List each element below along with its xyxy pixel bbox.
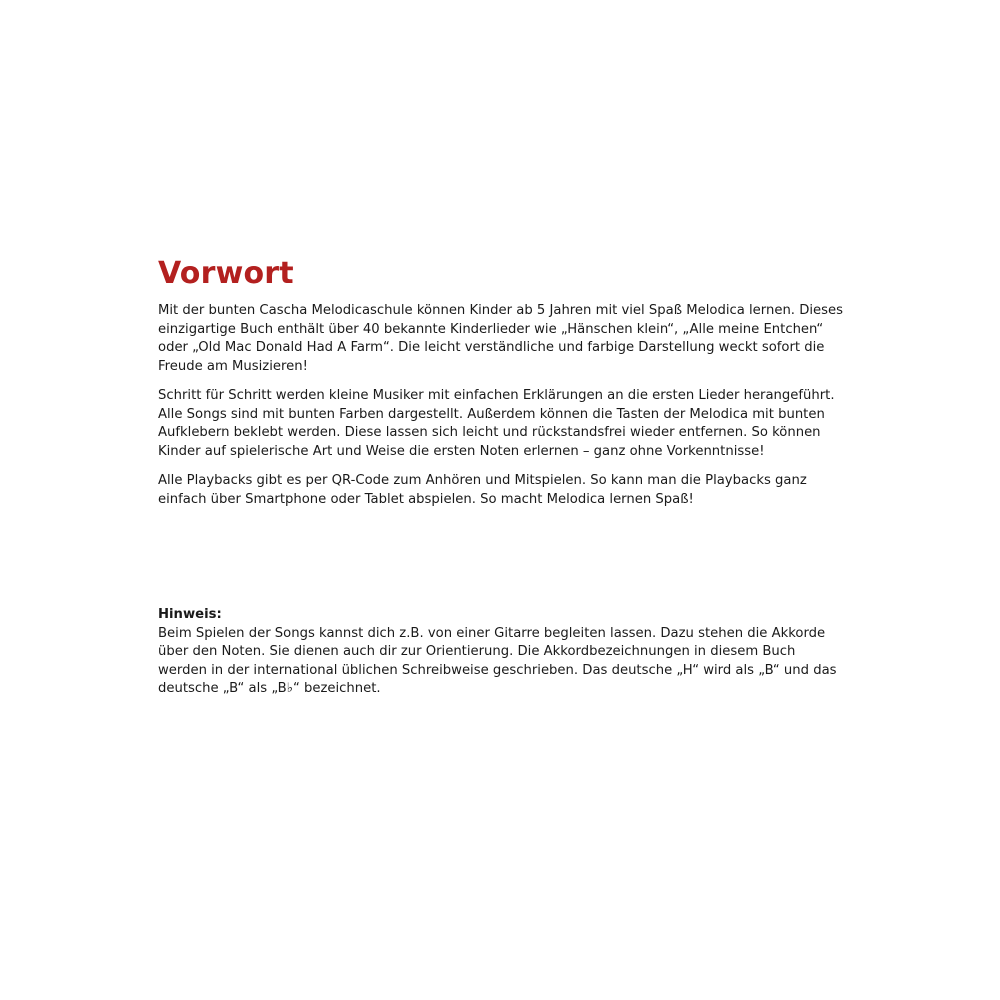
document-page [158, 256, 848, 699]
note-text: Beim Spielen der Songs kannst dich z.B. von einer Gitarre begleiten lassen. Dazu stehen die Akkorde über den Noten. Sie dienen auch dir zur Orientierung. Die Akkordbezeichnungen in diesem Buch werden in der international üblichen Schreibweise geschrieben. Das deutsche „H“ wird als „B“ und das deutsche „B“ als „B♭“ bezeichnet. [158, 625, 837, 696]
intro-paragraph: Mit der bunten Cascha Melodicaschule können Kinder ab 5 Jahren mit viel Spaß Melodica lernen. Dieses einzigartige Buch enthält über 40 bekannte Kinderlieder wie „Hänschen klein“, „Alle meine Entchen“ oder „Old Mac Donald Had A Farm“. Die leicht verständliche und farbige Darstellung weckt sofort die Freude am Musizieren! [158, 303, 843, 374]
playback-paragraph: Alle Playbacks gibt es per QR-Code zum Anhören und Mitspielen. So kann man die Playbacks ganz einfach über Smartphone oder Tablet abspielen. So macht Melodica lernen Spaß! [158, 473, 807, 507]
note-heading: Hinweis: [158, 607, 222, 622]
method-paragraph: Schritt für Schritt werden kleine Musiker mit einfachen Erklärungen an die ersten Lieder herangeführt. Alle Songs sind mit bunten Farben dargestellt. Außerdem können die Tasten der Melodica mit bunten Aufklebern beklebt werden. Diese lassen sich leicht und rückstandsfrei wieder entfernen. So können Kinder auf spielerische Art und Weise die ersten Noten erlernen – ganz ohne Vorkenntnisse! [158, 388, 835, 459]
note-section [158, 606, 848, 699]
page-title: Vorwort [158, 256, 294, 291]
